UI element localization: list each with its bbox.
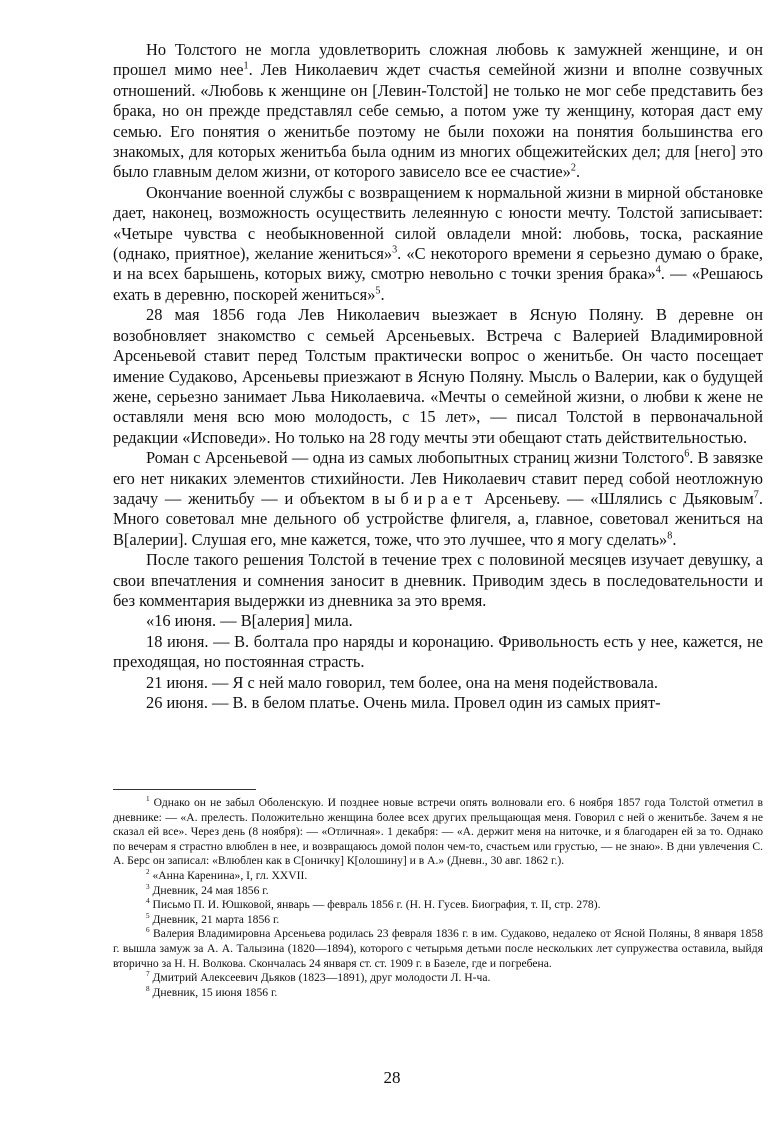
footnote-text: Дневник, 15 июня 1856 г. — [149, 985, 278, 999]
text-segment: Арсеньеву. — «Шлялись с Дьяковым — [477, 488, 754, 508]
text-segment: . — «Решаюсь ехать в деревню, поскорей жениться» — [113, 264, 763, 304]
text-segment: . — [672, 529, 677, 549]
footnote-number: 5 — [146, 911, 150, 920]
footnote-ref: 2 — [570, 162, 576, 174]
paragraph — [113, 305, 763, 448]
text-segment: . «С некоторого времени я серьезно думаю о браке, и на всех барышень, которых вижу, смотрю невольно с точки зрения брака» — [113, 244, 763, 284]
footnote-number: 6 — [146, 926, 150, 935]
text-segment: После такого решения Толстой в течение трех с половиной месяцев изучает девушку, а свои впечатления и сомнения заносит в дневник. Приводим здесь в последовательности и без комментария выдержки из дневника за это время. — [113, 550, 763, 610]
paragraph — [113, 611, 763, 631]
footnote — [113, 927, 763, 971]
footnote-ref: 7 — [753, 489, 759, 501]
footnote-number: 4 — [146, 897, 150, 906]
footnote-number: 2 — [146, 868, 150, 877]
footnote-number: 7 — [146, 970, 150, 979]
text-segment: 21 июня. — Я с ней мало говорил, тем более, она на меня подействовала. — [146, 672, 658, 692]
text-segment: . Лев Николаевич ждет счастья семейной жизни и вполне созвучных отношений. «Любовь к женщине он [Левин-Толстой] не только не мог себе представить без брака, но он прежде представлял себе семью, а потом уже ту женщину, которая даст ему семью. Его понятия о женитьбе поэтому не были похожи на понятия большинства его знакомых, для которых женитьба была одним из многих общежитейских дел; для [него] это было главным делом жизни, от которого зависело все ее счастие» — [113, 60, 763, 182]
main-text — [113, 40, 763, 713]
footnote — [113, 869, 763, 884]
footnote — [113, 898, 763, 913]
paragraph — [113, 632, 763, 673]
text-segment: Окончание военной службы с возвращением к нормальной жизни в мирной обстановке дает, наконец, возможность осуществить лелеянную с юности мечту. Толстой записывает: «Четыре чувства с необыкновенной силой овладели мной: любовь, тоска, раскаяние (однако, приятное), желание жениться» — [113, 182, 763, 264]
footnote-ref: 1 — [243, 60, 249, 72]
text-segment: Роман с Арсеньевой — одна из самых любопытных страниц жизни Толстого — [146, 448, 685, 468]
footnote-text: Дневник, 21 марта 1856 г. — [149, 912, 280, 926]
text-segment: 28 мая 1856 года Лев Николаевич выезжает в Ясную Поляну. В деревне он возобновляет знакомство с семьей Арсеньевых. Встреча с Валерией Владимировной Арсеньевой ставит перед Толстым практически вопрос о женитьбе. Он часто посещает имение Судаково, Арсеньевы приезжают в Ясную Поляну. Мысль о Валерии, как о будущей жене, серьезно занимает Льва Николаевича. «Мечты о семейной жизни, о любви к жене не оставляли меня всю мою молодость, с 15 лет», — писал Толстой в первоначальной редакции «Исповеди». Но только на 28 году мечты эти обещают стать действительностью. — [113, 305, 763, 447]
footnote-ref: 6 — [684, 448, 690, 460]
text-segment: Но Толстого не могла удовлетворить сложная любовь к замужней женщине, и он прошел мимо нее — [113, 40, 763, 80]
footnote-text: Письмо П. И. Юшковой, январь — февраль 1856 г. (Н. Н. Гусев. Биография, т. II, стр. 278). — [149, 898, 601, 912]
text-segment: . — [575, 162, 581, 182]
footnote — [113, 884, 763, 899]
emphasized-word: выбирает — [371, 488, 478, 508]
footnote-ref: 8 — [667, 530, 673, 542]
footnote — [113, 986, 763, 1001]
footnote-divider — [113, 789, 256, 790]
footnote-number: 3 — [146, 882, 150, 891]
footnotes — [113, 796, 763, 1000]
footnote-ref: 5 — [375, 285, 381, 297]
paragraph — [113, 183, 763, 305]
footnote-text: Однако он не забыл Оболенскую. И позднее новые встречи опять волновали его. 6 ноября 1857 года Толстой отметил в дневнике: — «А. прелесть. Положительно женщина более всех других прельщающая меня. Говорил с ней о женитьбе. Зачем я не сказал ей все». Через день (8 ноября): — «Отличная». 1 декабря: — «А. держит меня на ниточке, и я благодарен ей за то. Однако по вечерам я страстно влюблен в нее, и возвращаюсь домой полон чем-то, счастьем или грустью, — не знаю». В дни увлечения С. А. Берс он записал: «Влюблен как в С[оничку] К[олошину] и в А.» (Дневн., 30 авг. 1862 г.). — [113, 796, 763, 868]
text-segment: 18 июня. — В. болтала про наряды и коронацию. Фривольность есть у нее, кажется, не преходящая, но постоянная страсть. — [113, 631, 763, 672]
footnote-number: 1 — [146, 795, 150, 804]
text-segment: «16 июня. — В[алерия] мила. — [146, 611, 353, 631]
footnote-number: 8 — [146, 984, 150, 993]
paragraph — [113, 673, 763, 693]
paragraph — [113, 40, 763, 183]
footnote-text: «Анна Каренина», I, гл. XXVII. — [149, 868, 308, 882]
page-number: 28 — [383, 1068, 401, 1087]
paragraph — [113, 448, 763, 550]
footnote-ref: 4 — [655, 265, 661, 276]
footnote — [113, 796, 763, 869]
paragraph — [113, 550, 763, 611]
footnote-text: Дневник, 24 мая 1856 г. — [149, 883, 269, 897]
footnote-text: Дмитрий Алексеевич Дьяков (1823—1891), друг молодости Л. Н-ча. — [149, 971, 491, 985]
text-segment: . — [380, 284, 385, 304]
text-segment: . Много советовал мне дельного об устройстве флигеля, а, главное, советовал жениться на В[алерии]. Слушая его, мне кажется, тоже, что это лучшее, что я могу сделать» — [113, 488, 763, 549]
footnote-text: Валерия Владимировна Арсеньева родилась 23 февраля 1836 г. в им. Судаково, недалеко от Ясной Поляны, 8 января 1858 г. вышла замуж за А. А. Талызина (1820—1894), которого с четырьмя детьми после нескольких лет супружества оставила, выйдя вторично за Н. Н. Волкова. Скончалась 24 января ст. ст. 1909 г. в Базеле, где и погребена. — [113, 927, 763, 970]
text-segment: . В завязке его нет никаких элементов стихийности. Лев Николаевич ставит перед собой неотложную задачу — женитьбу — и объектом — [113, 448, 763, 508]
text-segment: 26 июня. — В. в белом платье. Очень мила. Провел один из самых прият- — [146, 693, 661, 712]
paragraph — [113, 693, 763, 713]
footnote — [113, 971, 763, 986]
footnote — [113, 913, 763, 928]
footnote-ref: 3 — [392, 244, 398, 256]
